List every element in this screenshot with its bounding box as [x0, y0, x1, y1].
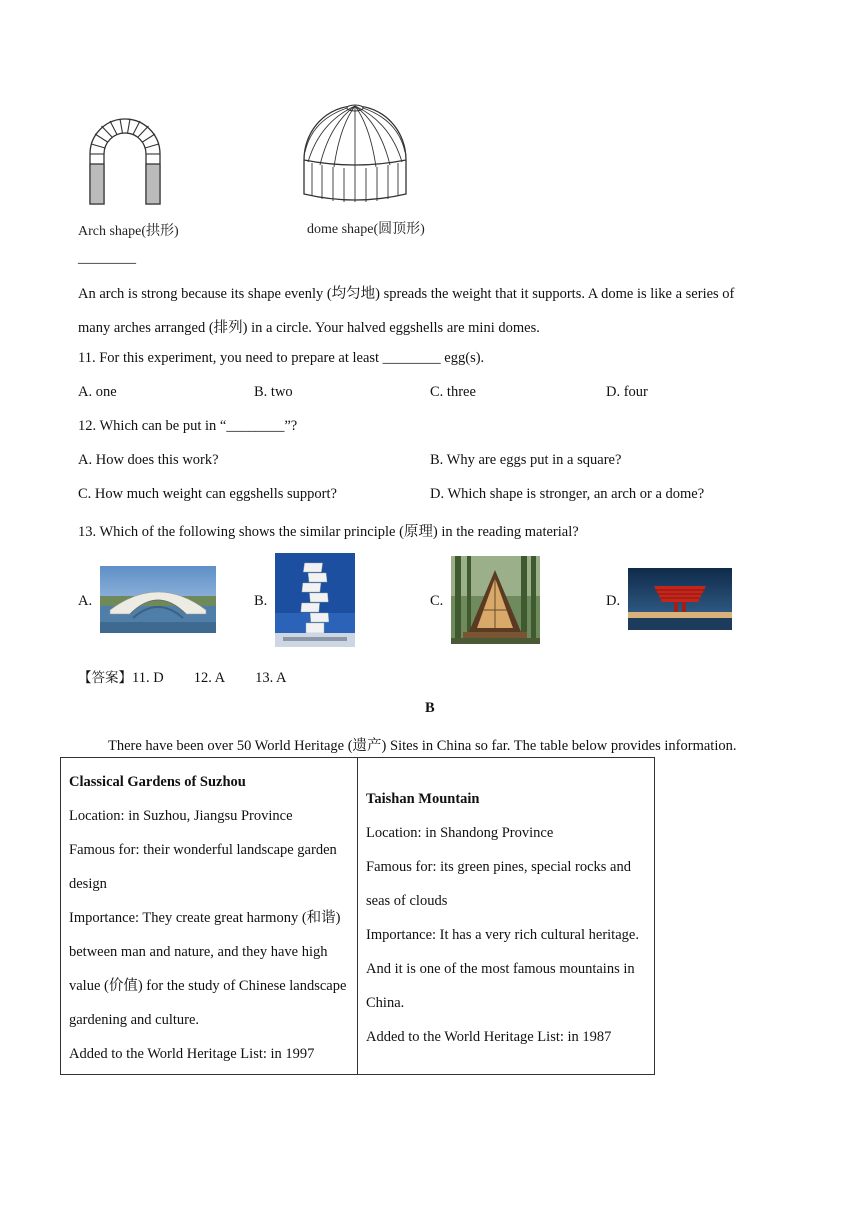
q13-option-a-label: A.: [78, 593, 93, 609]
dome-shape-figure: [300, 102, 410, 206]
question-11-stem: 11. For this experiment, you need to prepare at least ________ egg(s).: [78, 350, 485, 366]
twisted-tower-photo: [275, 553, 355, 647]
arch-shape-figure: [84, 112, 166, 208]
suzhou-location: Location: in Suzhou, Jiangsu Province: [69, 808, 293, 824]
answer-13: 13. A: [255, 670, 287, 686]
question-12-stem: 12. Which can be put in “________”?: [78, 418, 298, 434]
section-b-heading: B: [425, 700, 435, 716]
suzhou-famous: Famous for: their wonderful landscape garden design: [69, 842, 337, 892]
answer-12: 12. A: [193, 670, 226, 686]
heritage-cell-suzhou: [61, 758, 358, 1075]
blank-line: ________: [78, 250, 136, 266]
taishan-added: Added to the World Heritage List: in 1987: [366, 1029, 612, 1045]
q11-option-c: C. three: [430, 384, 476, 400]
passage-line-1: An arch is strong because its shape evenly (均匀地) spreads the weight that it supports. A dome is like a series of: [78, 286, 735, 302]
q11-option-a: A. one: [78, 384, 117, 400]
china-pavilion-photo: [628, 568, 732, 630]
suzhou-added: Added to the World Heritage List: in 1997: [69, 1046, 315, 1062]
answer-11: 11. D: [132, 670, 164, 686]
arch-caption: Arch shape(拱形): [78, 224, 179, 239]
taishan-famous: Famous for: its green pines, special rocks and seas of clouds: [366, 859, 631, 909]
taishan-title: Taishan Mountain: [366, 791, 480, 807]
taishan-importance: Importance: It has a very rich cultural heritage. And it is one of the most famous mountains in China.: [366, 927, 639, 1011]
q12-option-b: B. Why are eggs put in a square?: [430, 452, 622, 468]
heritage-cell-taishan: [358, 758, 655, 1075]
suzhou-importance: Importance: They create great harmony (和谐) between man and nature, and they have high value (价值) for the study of Chinese landscape gardening and culture.: [69, 910, 347, 1028]
q13-option-c-label: C.: [430, 593, 444, 609]
q11-option-d: D. four: [606, 384, 648, 400]
answer-line: [78, 666, 287, 687]
dome-caption: dome shape(圆顶形): [307, 222, 425, 237]
answer-label: 【答案】: [78, 670, 132, 686]
suzhou-title: Classical Gardens of Suzhou: [69, 774, 246, 790]
heritage-table: [60, 757, 655, 1075]
section-b-intro: There have been over 50 World Heritage (遗产) Sites in China so far. The table below provides information.: [108, 738, 737, 754]
taishan-location: Location: in Shandong Province: [366, 825, 554, 841]
question-13-stem: 13. Which of the following shows the similar principle (原理) in the reading material?: [78, 524, 579, 540]
passage-line-2: many arches arranged (排列) in a circle. Your halved eggshells are mini domes.: [78, 320, 540, 336]
arch-bridge-photo: [100, 566, 216, 633]
q13-option-b-label: B.: [254, 593, 268, 609]
q12-option-d: D. Which shape is stronger, an arch or a dome?: [430, 486, 705, 502]
a-frame-cabin-photo: [451, 556, 540, 644]
q13-option-d-label: D.: [606, 593, 621, 609]
q12-option-c: C. How much weight can eggshells support?: [78, 486, 337, 502]
q12-option-a: A. How does this work?: [78, 452, 219, 468]
q11-option-b: B. two: [254, 384, 293, 400]
